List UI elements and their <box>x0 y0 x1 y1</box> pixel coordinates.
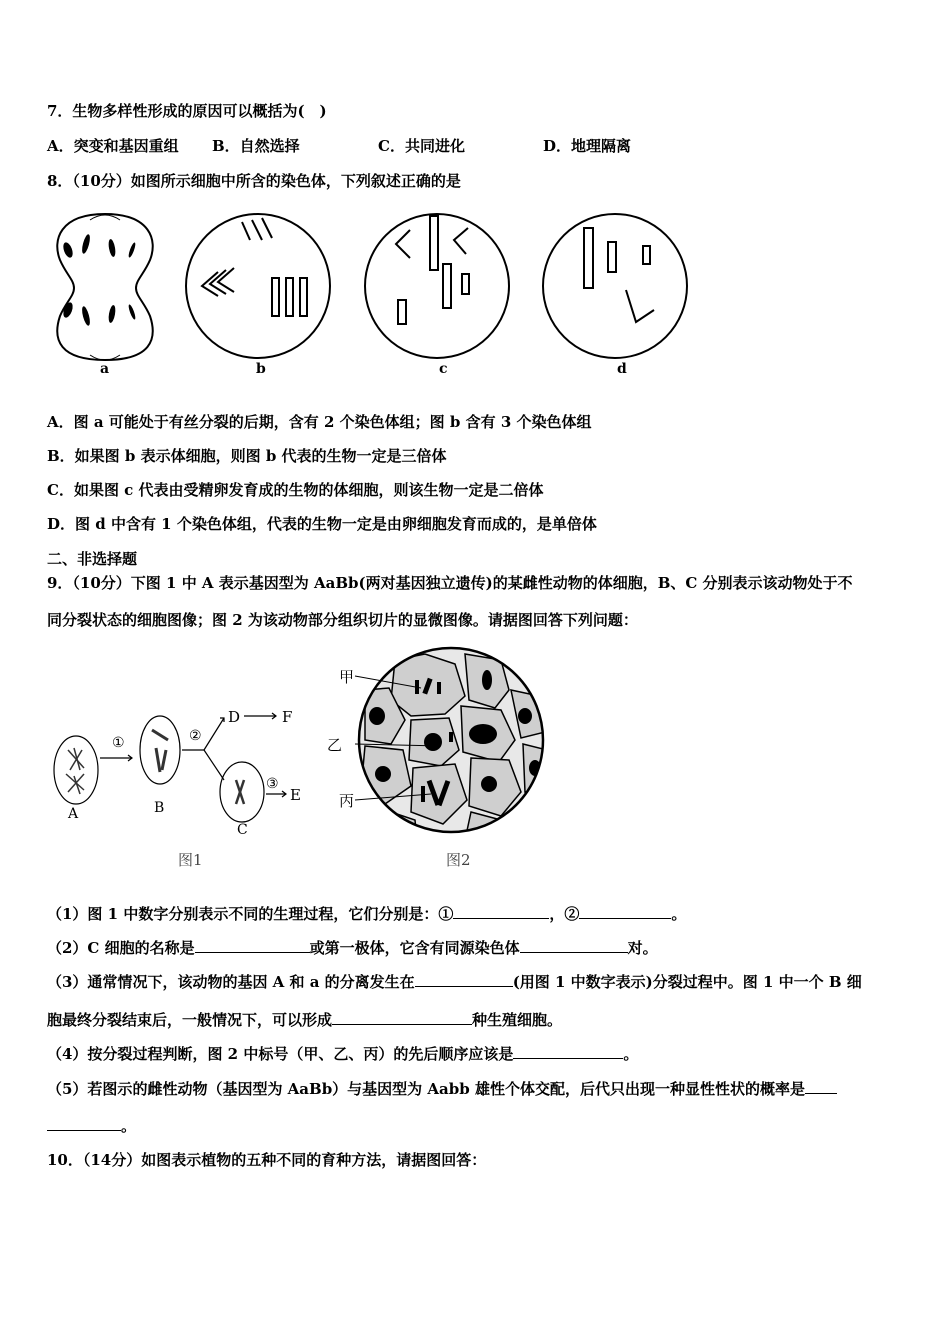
q9-sub5-cont: 。 <box>47 1116 136 1136</box>
step-2: ② <box>189 728 202 744</box>
q9-sub5: （5）若图示的雌性动物（基因型为 AaBb）与基因型为 Aabb 雄性个体交配，后代只出现一种显性性状的概率是 <box>47 1079 837 1099</box>
q8-option-b: B．如果图 b 表示体细胞，则图 b 代表的生物一定是三倍体 <box>47 447 447 465</box>
cell-a <box>57 214 152 360</box>
q9-blank-1[interactable] <box>453 904 549 919</box>
q7-option-a: A．突变和基因重组 <box>47 137 179 155</box>
label-bing: 丙 <box>339 792 355 810</box>
q9-blank-5[interactable] <box>415 972 513 987</box>
letter-E: E <box>290 786 301 804</box>
label-jia: 甲 <box>339 668 355 686</box>
q7-option-d: D．地理隔离 <box>543 137 632 155</box>
cell-d <box>543 214 687 358</box>
q9-blank-6[interactable] <box>332 1010 472 1025</box>
q8-label-d: d <box>617 361 627 377</box>
cell-B <box>140 716 180 784</box>
q9-blank-3[interactable] <box>195 938 310 953</box>
letter-F: F <box>282 708 293 726</box>
q8-label-a: a <box>100 361 110 377</box>
label-yi: 乙 <box>327 736 343 754</box>
q9-blank-8[interactable] <box>805 1079 837 1094</box>
q9-sub3: （3）通常情况下，该动物的基因 A 和 a 的分离发生在 (用图 1 中数字表示)分裂过程中。图 1 中一个 B 细 <box>47 973 862 991</box>
label-C: C <box>237 822 248 838</box>
q9-sub1: （1）图 1 中数字分别表示不同的生理过程，它们分别是：① ，② 。 <box>47 905 687 923</box>
q9-figure-1 <box>44 700 314 875</box>
q9-figure-2 <box>325 640 565 875</box>
q8-option-a: A．图 a 可能处于有丝分裂的后期，含有 2 个染色体组；图 b 含有 3 个染色体组 <box>47 413 592 431</box>
q9-sub2: （2）C 细胞的名称是 或第一极体，它含有同源染色体 对。 <box>47 939 658 957</box>
cell-c <box>365 214 509 358</box>
q8-figure <box>40 200 700 385</box>
q8-stem: 8．（10分）如图所示细胞中所含的染色体，下列叙述正确的是 <box>47 172 461 190</box>
label-B: B <box>154 800 165 816</box>
q9-stem-line1: 9．（10分）下图 1 中 A 表示基因型为 AaBb(两对基因独立遗传)的某雌性动物的体细胞，B、C 分别表示该动物处于不 <box>47 574 853 592</box>
q8-label-c: c <box>439 361 448 377</box>
q8-option-c: C．如果图 c 代表由受精卵发育成的生物的体细胞，则该生物一定是二倍体 <box>47 481 544 499</box>
q9-sub4: （4）按分裂过程判断，图 2 中标号（甲、乙、丙）的先后顺序应该是 。 <box>47 1045 639 1063</box>
fig2-caption: 图2 <box>446 851 471 869</box>
q7-option-c: C．共同进化 <box>378 137 465 155</box>
q10-stem: 10．（14分）如图表示植物的五种不同的育种方法，请据图回答： <box>47 1151 487 1169</box>
q7-stem: 7．生物多样性形成的原因可以概括为( ) <box>47 102 327 120</box>
q9-stem-line2: 同分裂状态的细胞图像；图 2 为该动物部分组织切片的显微图像。请据图回答下列问题： <box>47 611 638 629</box>
label-A: A <box>68 806 79 822</box>
q9-blank-2[interactable] <box>579 904 671 919</box>
cell-C <box>220 762 264 822</box>
step-1: ① <box>112 735 125 751</box>
q9-blank-8-cont[interactable] <box>47 1116 121 1131</box>
fig1-caption: 图1 <box>178 851 203 869</box>
step-3: ③ <box>266 776 279 792</box>
letter-D: D <box>228 708 241 726</box>
cell-b <box>186 214 330 358</box>
q8-label-b: b <box>256 361 266 377</box>
section-title: 二、非选择题 <box>47 550 138 568</box>
q7-option-b: B．自然选择 <box>212 137 300 155</box>
q9-sub3-cont: 胞最终分裂结束后，一般情况下，可以形成 种生殖细胞。 <box>47 1011 563 1029</box>
cell-A <box>54 736 98 804</box>
q8-option-d: D．图 d 中含有 1 个染色体组，代表的生物一定是由卵细胞发育而成的，是单倍体 <box>47 515 597 533</box>
q9-blank-4[interactable] <box>520 938 628 953</box>
q9-blank-7[interactable] <box>513 1044 623 1059</box>
